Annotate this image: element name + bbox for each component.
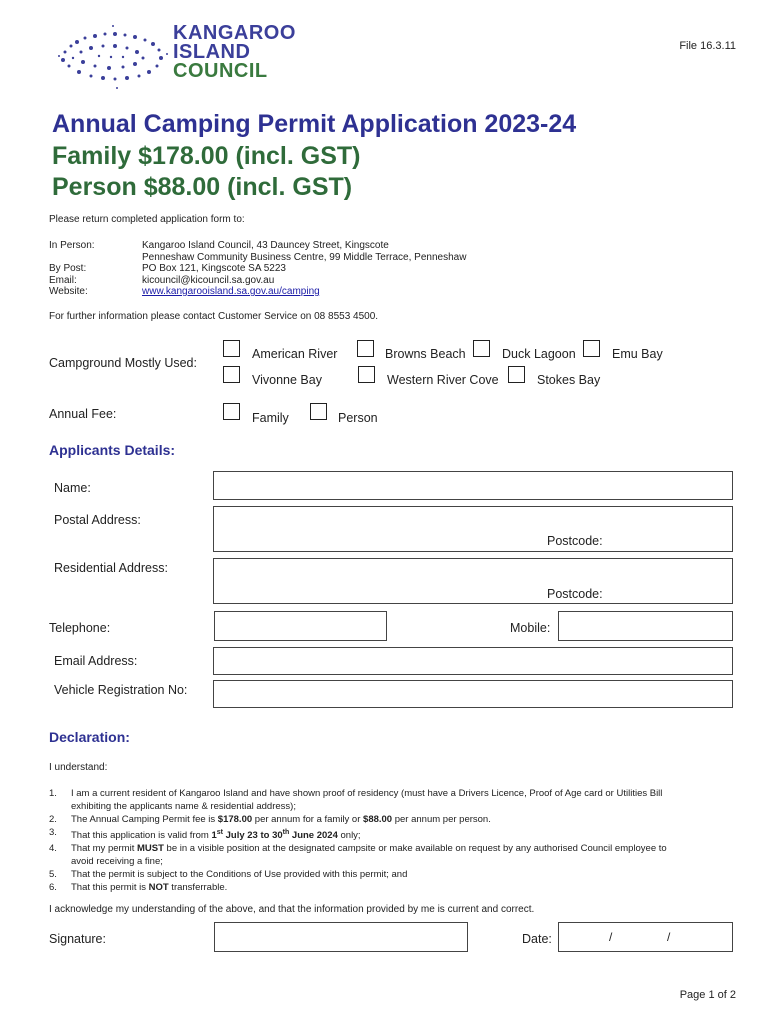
declaration-item: 4. That my permit MUST be in a visible position at the designated campsite or make available on request by any authorised Council employee to avoid receiving a fine; <box>49 843 667 868</box>
option-western-river-cove: Western River Cove <box>387 373 499 387</box>
council-logo <box>55 22 315 92</box>
in-person-address-penneshaw: Penneshaw Community Business Centre, 99 Middle Terrace, Penneshaw <box>142 251 467 263</box>
declaration-list <box>49 787 729 894</box>
logo-text-island: ISLAND <box>173 41 251 63</box>
contacts-labels <box>49 240 95 298</box>
checkbox-emu-bay[interactable] <box>583 340 600 357</box>
page-title: Annual Camping Permit Application 2023-24 <box>52 110 577 138</box>
contacts-values <box>142 240 466 298</box>
checkbox-western-river-cove[interactable] <box>358 366 375 383</box>
option-duck-lagoon: Duck Lagoon <box>502 347 576 361</box>
acknowledgement: I acknowledge my understanding of the above, and that the information provided by me is current and correct. <box>49 904 535 915</box>
option-person: Person <box>338 411 378 425</box>
return-instructions: Please return completed application form to: <box>49 214 245 225</box>
declaration-item: 5. That the permit is subject to the Conditions of Use provided with this permit; and <box>49 869 408 881</box>
checkbox-family[interactable] <box>223 403 240 420</box>
checkbox-person[interactable] <box>310 403 327 420</box>
telephone-label: Telephone: <box>49 621 111 635</box>
declaration-item: 3. That this application is valid from 1st July 23 to 30th June 2024 only; <box>49 827 361 842</box>
checkbox-vivonne-bay[interactable] <box>223 366 240 383</box>
applicants-heading: Applicants Details: <box>49 442 176 458</box>
website-link[interactable]: www.kangarooisland.sa.gov.au/camping <box>142 286 320 297</box>
telephone-field[interactable] <box>214 611 387 641</box>
checkbox-american-river[interactable] <box>223 340 240 357</box>
name-field[interactable] <box>213 471 733 500</box>
checkbox-duck-lagoon[interactable] <box>473 340 490 357</box>
logo-text-kangaroo: KANGAROO <box>173 22 296 44</box>
date-separator: / <box>667 930 671 944</box>
website-label: Website: <box>49 286 88 297</box>
email-label: Email: <box>49 274 77 286</box>
option-family: Family <box>252 411 289 425</box>
postal-address: PO Box 121, Kingscote SA 5223 <box>142 263 286 274</box>
in-person-address-kingscote: Kangaroo Island Council, 43 Dauncey Street, Kingscote <box>142 240 389 251</box>
residential-postcode-label: Postcode: <box>547 587 603 601</box>
option-stokes-bay: Stokes Bay <box>537 373 601 387</box>
subtitle-person-fee: Person $88.00 (incl. GST) <box>52 173 353 201</box>
signature-field[interactable] <box>214 922 468 952</box>
page-number: Page 1 of 2 <box>679 989 736 1001</box>
declaration-item: 1. I am a current resident of Kangaroo Island and have shown proof of residency (must have a Drivers Licence, Proof of Age card or Utilities Bill exhibiting the applicants name & residential address); <box>49 788 663 812</box>
checkbox-browns-beach[interactable] <box>357 340 374 357</box>
in-person-label: In Person: <box>49 240 95 251</box>
declaration-heading: Declaration: <box>49 729 130 745</box>
email-address-field[interactable] <box>213 647 733 675</box>
email-address: kicouncil@kicouncil.sa.gov.au <box>142 274 275 286</box>
campground-label: Campground Mostly Used: <box>49 356 197 370</box>
date-separator: / <box>609 930 613 944</box>
signature-label: Signature: <box>49 932 106 946</box>
name-label: Name: <box>54 481 91 495</box>
option-american-river: American River <box>252 347 338 361</box>
option-vivonne-bay: Vivonne Bay <box>252 373 322 387</box>
postal-postcode-label: Postcode: <box>547 534 603 548</box>
residential-address-label: Residential Address: <box>54 561 168 575</box>
file-reference: File 16.3.11 <box>679 40 736 52</box>
by-post-label: By Post: <box>49 263 87 274</box>
declaration-intro: I understand: <box>49 762 108 773</box>
email-address-label: Email Address: <box>54 654 138 668</box>
option-browns-beach: Browns Beach <box>385 347 466 361</box>
date-label: Date: <box>522 932 552 946</box>
subtitle-family-fee: Family $178.00 (incl. GST) <box>52 142 361 170</box>
postal-address-label: Postal Address: <box>54 513 141 527</box>
further-info: For further information please contact Customer Service on 08 8553 4500. <box>49 311 379 322</box>
declaration-item: 2. The Annual Camping Permit fee is $178.00 per annum for a family or $88.00 per annum per person. <box>49 814 491 825</box>
logo-text-council: COUNCIL <box>173 60 268 82</box>
logo-swirl-icon <box>55 22 175 92</box>
postal-address-field[interactable] <box>213 506 733 552</box>
checkbox-stokes-bay[interactable] <box>508 366 525 383</box>
mobile-field[interactable] <box>558 611 733 641</box>
vehicle-registration-label: Vehicle Registration No: <box>54 683 188 697</box>
annual-fee-label: Annual Fee: <box>49 407 117 421</box>
date-field[interactable] <box>558 922 733 952</box>
residential-address-field[interactable] <box>213 558 733 604</box>
mobile-label: Mobile: <box>510 621 551 635</box>
declaration-item: 6. That this permit is NOT transferrable. <box>49 882 228 894</box>
vehicle-registration-field[interactable] <box>213 680 733 708</box>
option-emu-bay: Emu Bay <box>612 347 663 361</box>
